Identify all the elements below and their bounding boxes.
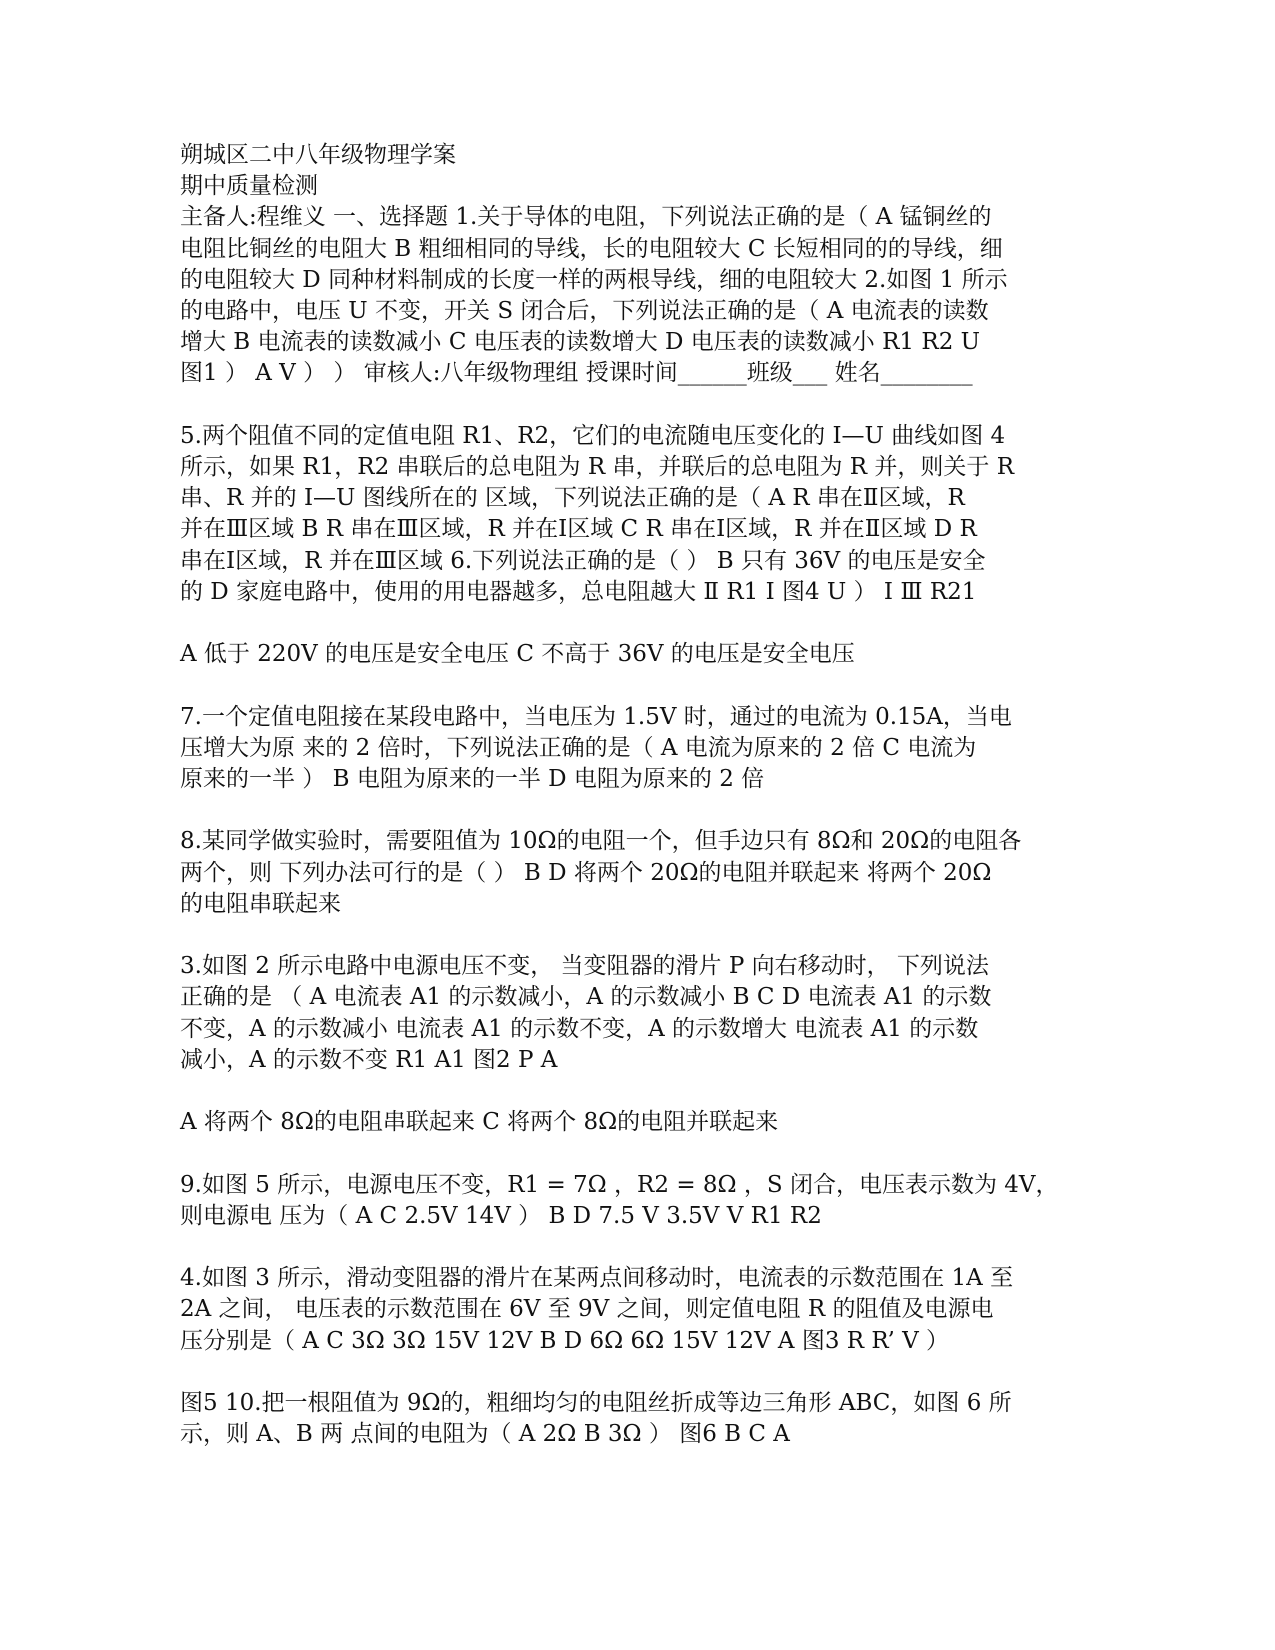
document-body bbox=[180, 202, 1060, 1450]
text-line: 串、R 并的 I—U 图线所在的 区域，下列说法正确的是（ A R 串在Ⅱ区域，R bbox=[180, 485, 965, 512]
text-line: 串在Ⅰ区域，R 并在Ⅲ区域 6.下列说法正确的是（ ） B 只有 36V 的电压是安全 bbox=[180, 547, 986, 574]
text-line: 9.如图 5 所示，电源电压不变，R1 = 7Ω ，R2 = 8Ω ，S 闭合，电压表示数为 4V， bbox=[180, 1171, 1059, 1198]
text-line: 则电源电 压为（ A C 2.5V 14V ） B D 7.5 V 3.5V V R1 R2 bbox=[180, 1202, 822, 1229]
text-line: 的电路中，电压 U 不变，开关 S 闭合后，下列说法正确的是（ A 电流表的读数 bbox=[180, 298, 989, 325]
text-line: 电阻比铜丝的电阻大 B 粗细相同的导线，长的电阻较大 C 长短相同的的导线，细 bbox=[180, 235, 1003, 262]
text-line: 4.如图 3 所示，滑动变阻器的滑片在某两点间移动时，电流表的示数范围在 1A 至 bbox=[180, 1265, 1014, 1292]
text-line: A 将两个 8Ω的电阻串联起来 C 将两个 8Ω的电阻并联起来 bbox=[180, 1109, 779, 1136]
text-line: 不变，A 的示数减小 电流表 A1 的示数不变，A 的示数增大 电流表 A1 的示数 bbox=[180, 1015, 979, 1042]
text-line: A 低于 220V 的电压是安全电压 C 不高于 36V 的电压是安全电压 bbox=[180, 641, 855, 668]
text-line: 所示，如果 R1，R2 串联后的总电阻为 R 串，并联后的总电阻为 R 并，则关于 R bbox=[180, 454, 1015, 481]
document-subtitle: 期中质量检测 bbox=[180, 173, 318, 200]
text-line: 示，则 A、B 两 点间的电阻为（ A 2Ω B 3Ω ） 图6 B C A bbox=[180, 1421, 790, 1448]
text-line: 的电阻串联起来 bbox=[180, 890, 341, 917]
text-line: 并在Ⅲ区域 B R 串在Ⅲ区域，R 并在Ⅰ区域 C R 串在Ⅰ区域，R 并在Ⅱ区域 D R bbox=[180, 516, 977, 543]
question-paragraph bbox=[180, 1263, 1060, 1357]
question-paragraph bbox=[180, 202, 1060, 389]
text-line: 压分别是（ A C 3Ω 3Ω 15V 12V B D 6Ω 6Ω 15V 12V A 图3 R R’ V ） bbox=[180, 1327, 950, 1354]
document-header bbox=[180, 140, 1060, 202]
question-paragraph bbox=[180, 1170, 1060, 1232]
document-page bbox=[180, 140, 1060, 1450]
text-line: 8.某同学做实验时，需要阻值为 10Ω的电阻一个，但手边只有 8Ω和 20Ω的电阻各 bbox=[180, 828, 1022, 855]
question-paragraph bbox=[180, 421, 1060, 608]
text-line: 正确的是 （ A 电流表 A1 的示数减小，A 的示数减小 B C D 电流表 A1 的示数 bbox=[180, 984, 992, 1011]
text-line: 原来的一半 ） B 电阻为原来的一半 D 电阻为原来的 2 倍 bbox=[180, 766, 765, 793]
text-line: 两个，则 下列办法可行的是（ ） B D 将两个 20Ω的电阻并联起来 将两个 20Ω bbox=[180, 859, 992, 886]
text-line: 2A 之间， 电压表的示数范围在 6V 至 9V 之间，则定值电阻 R 的阻值及电源电 bbox=[180, 1296, 994, 1323]
question-paragraph bbox=[180, 702, 1060, 796]
text-line: 5.两个阻值不同的定值电阻 R1、R2，它们的电流随电压变化的 I—U 曲线如图 4 bbox=[180, 422, 1006, 449]
text-line: 减小，A 的示数不变 R1 A1 图2 P A bbox=[180, 1046, 558, 1073]
text-line: 7.一个定值电阻接在某段电路中，当电压为 1.5V 时，通过的电流为 0.15A，当电 bbox=[180, 703, 1012, 730]
text-line: 主备人:程维义 一、选择题 1.关于导体的电阻，下列说法正确的是（ A 锰铜丝的 bbox=[180, 204, 992, 231]
text-line: 增大 B 电流表的读数减小 C 电压表的读数增大 D 电压表的读数减小 R1 R2 U bbox=[180, 329, 981, 356]
question-paragraph bbox=[180, 1388, 1060, 1450]
text-line: 图5 10.把一根阻值为 9Ω的，粗细均匀的电阻丝折成等边三角形 ABC，如图 6 所 bbox=[180, 1389, 1012, 1416]
question-paragraph bbox=[180, 1107, 1060, 1138]
text-line: 3.如图 2 所示电路中电源电压不变， 当变阻器的滑片 P 向右移动时， 下列说法 bbox=[180, 953, 989, 980]
question-paragraph bbox=[180, 951, 1060, 1076]
document-title: 朔城区二中八年级物理学案 bbox=[180, 142, 456, 168]
text-line: 图1 ） A V ） ） 审核人:八年级物理组 授课时间______班级___ 姓名________ bbox=[180, 360, 973, 387]
question-paragraph bbox=[180, 639, 1060, 670]
question-paragraph bbox=[180, 826, 1060, 920]
text-line: 的 D 家庭电路中，使用的用电器越多，总电阻越大 Ⅱ R1 Ⅰ 图4 U ） Ⅰ Ⅲ R21 bbox=[180, 578, 977, 605]
text-line: 压增大为原 来的 2 倍时，下列说法正确的是（ A 电流为原来的 2 倍 C 电流为 bbox=[180, 734, 977, 761]
text-line: 的电阻较大 D 同种材料制成的长度一样的两根导线，细的电阻较大 2.如图 1 所示 bbox=[180, 266, 1008, 293]
